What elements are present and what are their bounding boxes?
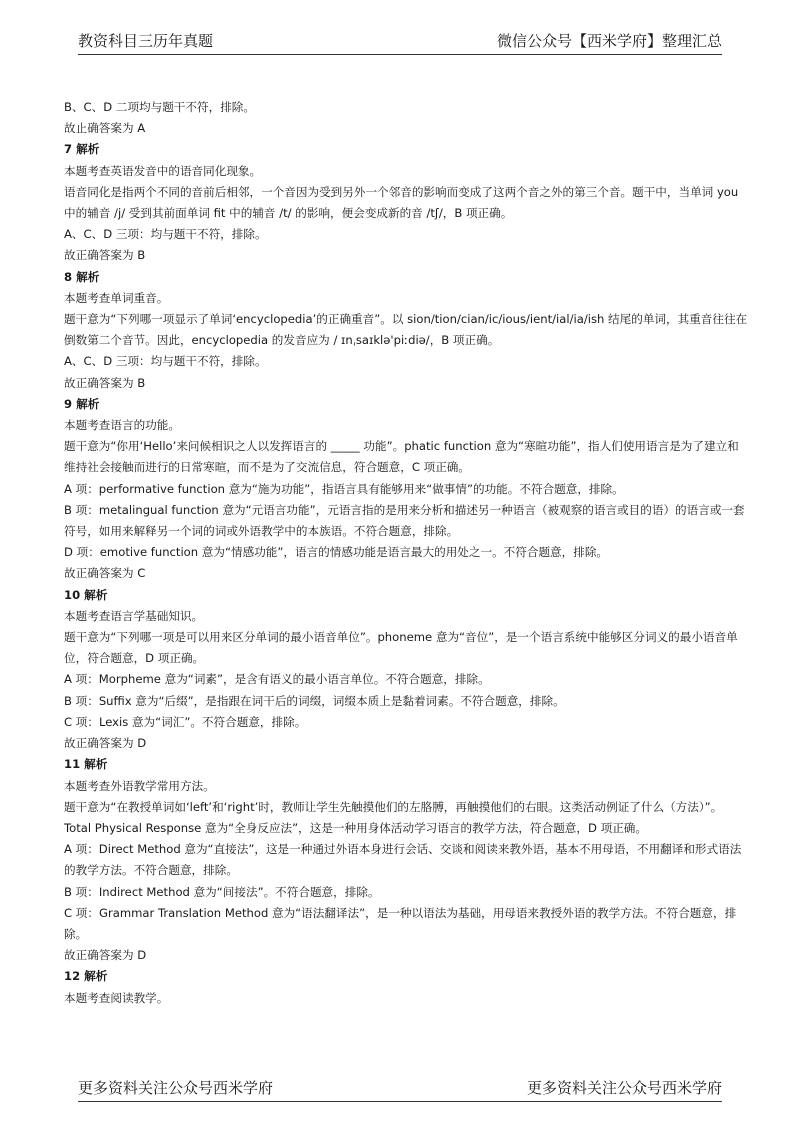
text-line: B 项：Indirect Method 意为“间接法”。不符合题意，排除。 bbox=[64, 884, 380, 899]
text-line: 本题考查外语教学常用方法。 bbox=[64, 778, 215, 793]
text-line: 题干意为“下列哪一项显示了单词‘encyclopedia’的正确重音”。以 sion/tion/cian/ic/ious/ient/ial/ia/ish 结尾的单词，其重音往往在倒数第二个音节。因此，encyclopedia 的发音应为 / ɪnˌsaɪklə'piːdiə/，B 项正确。 bbox=[64, 312, 748, 348]
section-heading: 12 解析 bbox=[64, 969, 108, 984]
section-heading: 10 解析 bbox=[64, 587, 108, 602]
text-line: A、C、D 三项：均与题干不符，排除。 bbox=[64, 354, 267, 369]
text-line: C 项：Lexis 意为“词汇”。不符合题意，排除。 bbox=[64, 714, 307, 729]
page-footer bbox=[78, 1077, 722, 1102]
text-line: 题干意为“你用‘Hello’来问候相识之人以发挥语言的 _____ 功能”。phatic function 意为“寒暄功能”，指人们使用语言是为了建立和维持社会接触而进行的日常寒暄，而不是为了交流信息，符合题意，C 项正确。 bbox=[64, 439, 739, 475]
footer-note-left: 更多资料关注公众号西米学府 bbox=[78, 1079, 274, 1097]
text-line: B 项：Suffix 意为“后缀”，是指跟在词干后的词缀，词缀本质上是黏着词素。不符合题意，排除。 bbox=[64, 693, 565, 708]
section-heading: 7 解析 bbox=[64, 142, 100, 157]
text-line: 故止确答案为 A bbox=[64, 121, 146, 136]
text-line: 题干意为“下列哪一项是可以用来区分单词的最小语音单位”。phoneme 意为“音位”，是一个语言系统中能够区分词义的最小语音单位，符合题意，D 项正确。 bbox=[64, 630, 738, 666]
text-line: 语音同化是指两个不同的音前后相邻，一个音因为受到另外一个邻音的影响而变成了这两个音之外的第三个音。题干中，当单词 you 中的辅音 /j/ 受到其前面单词 fit 中的辅音 /t/ 的影响，便会变成新的音 /tʃ/，B 项正确。 bbox=[64, 184, 739, 221]
text-line: 本题考查单词重音。 bbox=[64, 290, 169, 305]
text-line: 故正确答案为 C bbox=[64, 566, 146, 581]
header-title: 教资科目三历年真题 bbox=[78, 32, 214, 50]
header-source: 微信公众号【西米学府】整理汇总 bbox=[496, 32, 722, 50]
text-line: B、C、D 二项均与题干不符，排除。 bbox=[64, 100, 255, 114]
page-header bbox=[78, 30, 722, 55]
text-line: B 项：metalingual function 意为“元语言功能”，元语言指的是用来分析和描述另一种语言（被观察的语言或目的语）的语言或一套符号，如用来解释另一个词的词或外语教学中的本族语。不符合题意，排除。 bbox=[64, 502, 745, 539]
text-line: Total Physical Response 意为“全身反应法”，这是一种用身体活动学习语言的教学方法，符合题意，D 项正确。 bbox=[64, 820, 647, 835]
text-line: 本题考查阅读教学。 bbox=[64, 990, 169, 1005]
section-heading: 11 解析 bbox=[64, 757, 108, 772]
footer-note-right: 更多资料关注公众号西米学府 bbox=[526, 1079, 722, 1097]
text-line: A、C、D 三项：均与题干不符，排除。 bbox=[64, 227, 267, 242]
text-line: 故正确答案为 D bbox=[64, 736, 147, 751]
text-line: A 项：Morpheme 意为“词素”，是含有语义的最小语言单位。不符合题意，排除。 bbox=[64, 672, 490, 687]
text-line: D 项：emotive function 意为“情感功能”，语言的情感功能是语言最大的用处之一。不符合题意，排除。 bbox=[64, 545, 609, 560]
text-line: 本题考查英语发音中的语音同化现象。 bbox=[64, 163, 262, 178]
text-line: 本题考查语言学基础知识。 bbox=[64, 608, 204, 623]
text-line: A 项：Direct Method 意为“直接法”，这是一种通过外语本身进行会话、交谈和阅读来教外语，基本不用母语，不用翻译和形式语法的教学方法。不符合题意，排除。 bbox=[64, 842, 742, 878]
text-line: A 项：performative function 意为“施为功能”，指语言具有能够用来“做事情”的功能。不符合题意，排除。 bbox=[64, 481, 624, 496]
text-line: 故正确答案为 B bbox=[64, 248, 146, 263]
text-line: C 项：Grammar Translation Method 意为“语法翻译法”，是一种以语法为基础，用母语来教授外语的教学方法。不符合题意，排除。 bbox=[64, 905, 737, 941]
text-line: 故正确答案为 B bbox=[64, 375, 146, 390]
text-line: 题干意为“在教授单词如‘left’和‘right’时，教师让学生先触摸他们的左胳膊，再触摸他们的右眼。这类活动例证了什么（方法）”。 bbox=[64, 799, 723, 814]
text-line: 本题考查语言的功能。 bbox=[64, 418, 180, 433]
answer-explanations bbox=[64, 97, 748, 1009]
section-heading: 9 解析 bbox=[64, 396, 100, 411]
section-heading: 8 解析 bbox=[64, 269, 100, 284]
text-line: 故正确答案为 D bbox=[64, 948, 147, 963]
